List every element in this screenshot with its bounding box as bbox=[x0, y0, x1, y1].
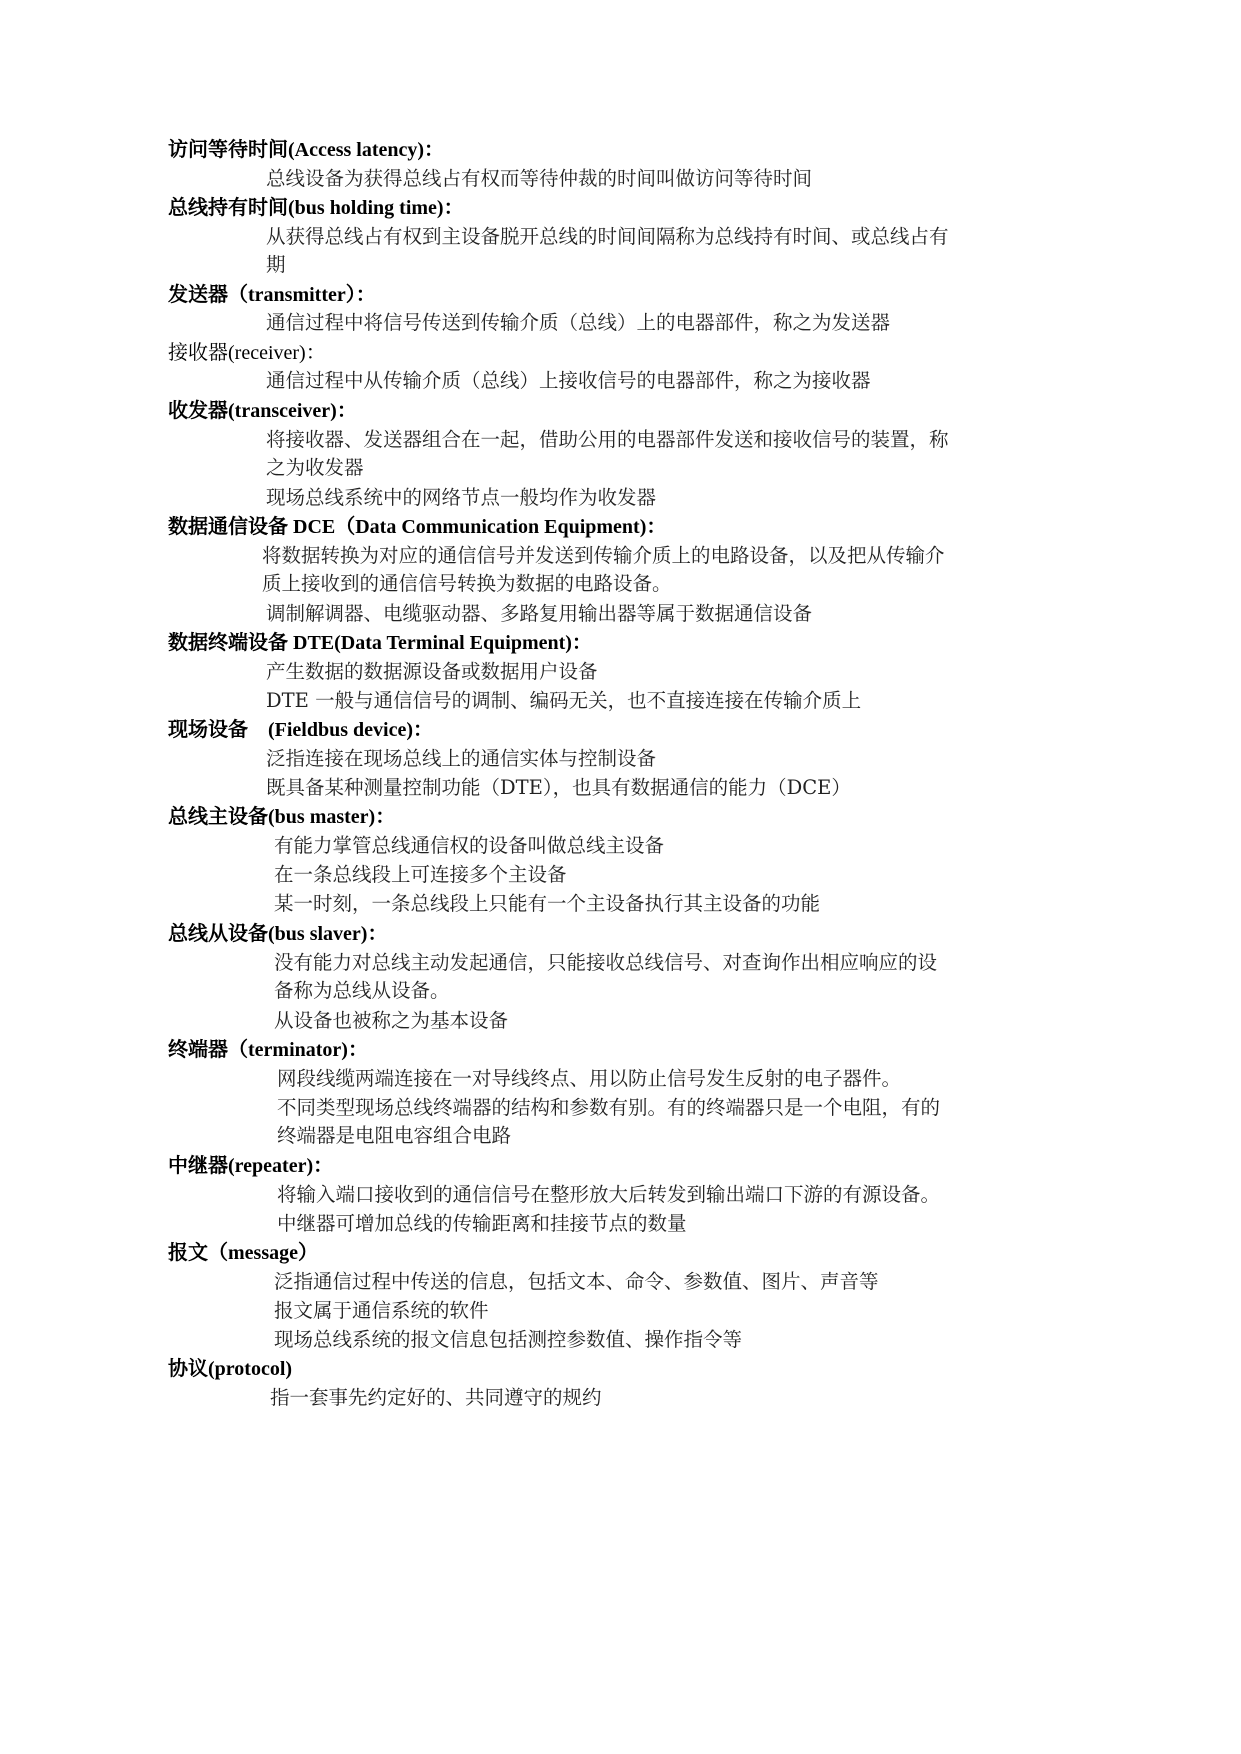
definition-text: 质上接收到的通信信号转换为数据的电路设备。 bbox=[262, 572, 672, 595]
definition-text: 现场总线系统中的网络节点一般均作为收发器 bbox=[266, 486, 657, 509]
definition-text: 有能力掌管总线通信权的设备叫做总线主设备 bbox=[274, 834, 665, 857]
definition-text: 将数据转换为对应的通信信号并发送到传输介质上的电路设备，以及把从传输介 bbox=[262, 544, 945, 567]
definition-text: 期 bbox=[266, 253, 286, 276]
definition-text: 某一时刻，一条总线段上只能有一个主设备执行其主设备的功能 bbox=[274, 892, 821, 915]
term-heading: 发送器（transmitter）： bbox=[168, 284, 376, 306]
definition-text: 通信过程中将信号传送到传输介质（总线）上的电器部件，称之为发送器 bbox=[266, 311, 891, 334]
term-heading: 报文（message） bbox=[168, 1242, 318, 1264]
term-heading: 终端器（terminator)： bbox=[168, 1039, 368, 1061]
definition-text: 终端器是电阻电容组合电路 bbox=[277, 1124, 512, 1147]
term-heading: 数据通信设备 DCE（Data Communication Equipment)： bbox=[168, 516, 667, 538]
term-heading: 收发器(transceiver)： bbox=[168, 400, 357, 422]
definition-text: 在一条总线段上可连接多个主设备 bbox=[274, 863, 567, 886]
term-heading: 总线持有时间(bus holding time)： bbox=[168, 197, 464, 219]
term-heading: 总线从设备(bus slaver)： bbox=[168, 923, 388, 945]
term-heading: 访问等待时间(Access latency)： bbox=[168, 139, 445, 161]
definition-text: 没有能力对总线主动发起通信，只能接收总线信号、对查询作出相应响应的设 bbox=[274, 951, 938, 974]
definition-text: 不同类型现场总线终端器的结构和参数有别。有的终端器只是一个电阻，有的 bbox=[277, 1096, 941, 1119]
definition-text: 从获得总线占有权到主设备脱开总线的时间间隔称为总线持有时间、或总线占有 bbox=[266, 225, 949, 248]
definition-text: 产生数据的数据源设备或数据用户设备 bbox=[266, 660, 598, 683]
term-heading: 接收器(receiver)： bbox=[168, 342, 326, 364]
definition-text: 备称为总线从设备。 bbox=[274, 979, 450, 1002]
term-heading: 总线主设备(bus master)： bbox=[168, 806, 396, 828]
definition-text: 中继器可增加总线的传输距离和挂接节点的数量 bbox=[277, 1212, 687, 1235]
definition-text: 指一套事先约定好的、共同遵守的规约 bbox=[270, 1386, 602, 1409]
definition-text: 泛指通信过程中传送的信息，包括文本、命令、参数值、图片、声音等 bbox=[274, 1270, 879, 1293]
definition-text: 总线设备为获得总线占有权而等待仲裁的时间叫做访问等待时间 bbox=[266, 167, 813, 190]
term-heading: 协议(protocol) bbox=[168, 1358, 293, 1380]
term-heading: 现场设备 (Fieldbus device)： bbox=[168, 719, 433, 741]
definition-text: DTE 一般与通信信号的调制、编码无关，也不直接连接在传输介质上 bbox=[266, 689, 862, 712]
definition-text: 通信过程中从传输介质（总线）上接收信号的电器部件，称之为接收器 bbox=[266, 369, 871, 392]
definition-text: 既具备某种测量控制功能（DTE），也具有数据通信的能力（DCE） bbox=[266, 776, 851, 799]
definition-text: 将输入端口接收到的通信信号在整形放大后转发到输出端口下游的有源设备。 bbox=[277, 1183, 941, 1206]
definition-text: 将接收器、发送器组合在一起，借助公用的电器部件发送和接收信号的装置，称 bbox=[266, 428, 949, 451]
definition-text: 网段线缆两端连接在一对导线终点、用以防止信号发生反射的电子器件。 bbox=[277, 1067, 902, 1090]
definition-text: 调制解调器、电缆驱动器、多路复用输出器等属于数据通信设备 bbox=[266, 602, 813, 625]
term-heading: 数据终端设备 DTE(Data Terminal Equipment)： bbox=[168, 632, 592, 654]
definition-text: 现场总线系统的报文信息包括测控参数值、操作指令等 bbox=[274, 1328, 743, 1351]
definition-text: 从设备也被称之为基本设备 bbox=[274, 1009, 509, 1032]
definition-text: 报文属于通信系统的软件 bbox=[274, 1299, 489, 1322]
definition-text: 之为收发器 bbox=[266, 456, 364, 479]
term-heading: 中继器(repeater)： bbox=[168, 1155, 334, 1177]
definition-text: 泛指连接在现场总线上的通信实体与控制设备 bbox=[266, 747, 657, 770]
